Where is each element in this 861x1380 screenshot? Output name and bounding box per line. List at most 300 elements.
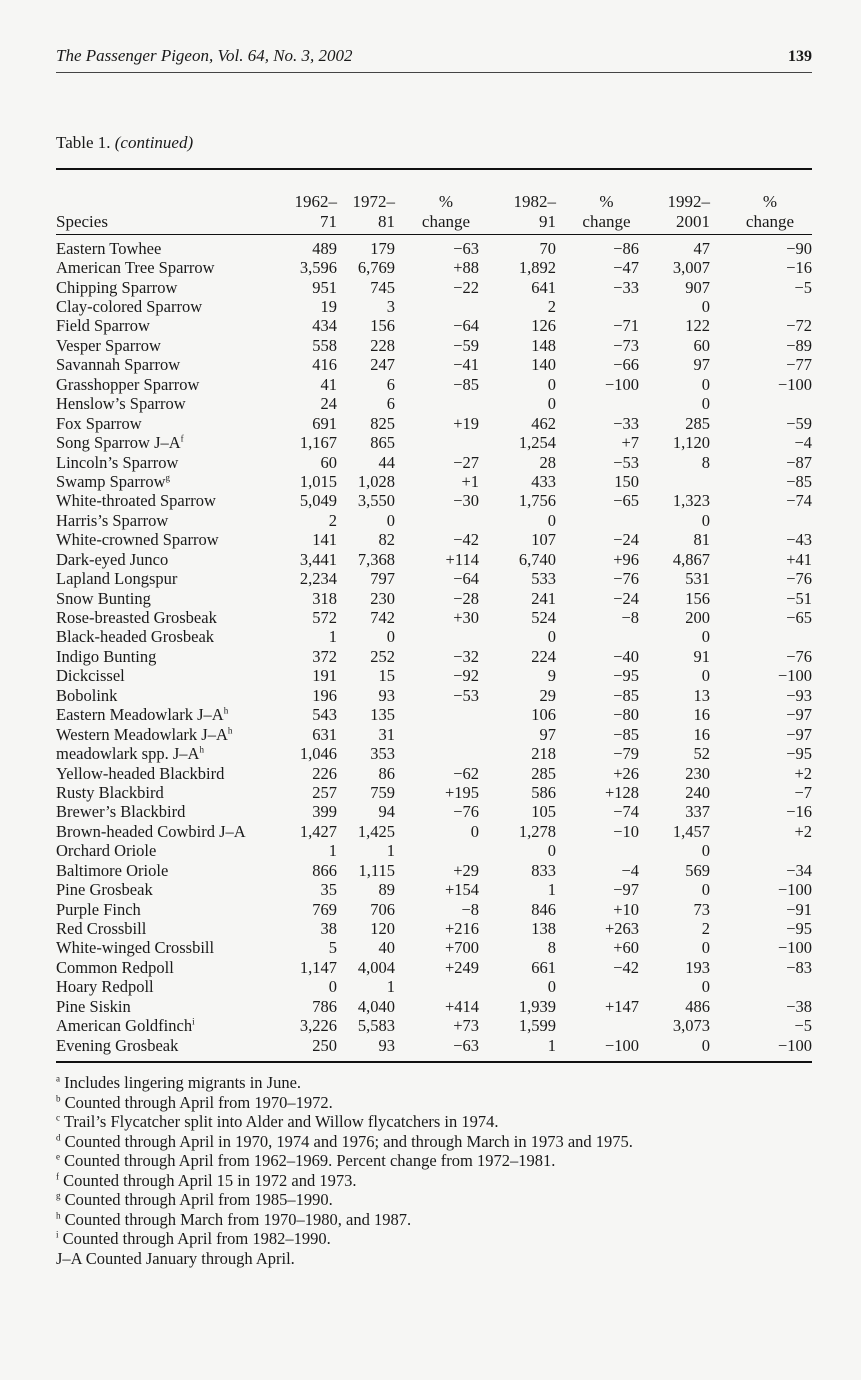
value-cell: 691 [312,413,337,433]
column-header [639,192,710,234]
species-cell [56,472,284,492]
value-cell: −8 [461,899,479,919]
value-cell: 0 [547,374,556,394]
value-cell: −97 [786,705,812,725]
table-row [56,725,812,744]
value-cell: 41 [320,374,337,394]
value-cell: +154 [444,880,479,900]
value-cell: −63 [453,238,479,258]
footnote [56,1073,812,1093]
table-row [56,764,812,783]
value-cell: 641 [531,277,556,297]
value-cell: +147 [604,996,639,1016]
value-cell: −8 [621,608,639,628]
value-cell: 224 [531,646,556,666]
value-cell: 91 [693,646,710,666]
species-name: Bobolink [56,685,118,705]
value-cell: 0 [328,977,337,997]
table-row [56,492,812,511]
value-cell: −10 [613,821,639,841]
species-cell [56,647,284,667]
footnote-marker: i [192,1016,195,1027]
column-header-line: 1962– [294,192,337,211]
value-cell: −76 [786,646,812,666]
species-cell [56,258,284,278]
species-cell [56,569,284,589]
footnote-mark: b [56,1093,61,1104]
value-cell: 241 [531,588,556,608]
value-cell: −85 [786,471,812,491]
value-cell: 416 [312,355,337,375]
table-row [56,433,812,452]
column-header [710,192,812,234]
value-cell: −4 [621,860,639,880]
value-cell: +10 [613,899,639,919]
species-name: Brewer’s Blackbird [56,802,186,822]
value-cell: 1 [547,1035,556,1055]
value-cell: −32 [453,646,479,666]
value-cell: 572 [312,608,337,628]
value-cell: 150 [614,471,639,491]
value-cell: 35 [320,880,337,900]
value-cell: 285 [531,763,556,783]
value-cell: −16 [786,802,812,822]
table-row [56,356,812,375]
value-cell: −42 [613,957,639,977]
value-cell: 1 [328,841,337,861]
value-cell: −51 [786,588,812,608]
value-cell: 0 [547,394,556,414]
species-cell [56,1036,284,1056]
species-cell [56,705,284,725]
species-name: Grasshopper Sparrow [56,374,200,394]
value-cell: −97 [613,880,639,900]
value-cell: +128 [604,782,639,802]
species-cell [56,627,284,647]
running-head [56,46,812,66]
species-cell [56,414,284,434]
species-name: Orchard Oriole [56,841,157,861]
value-cell: 337 [685,802,710,822]
value-cell: 6 [386,374,395,394]
value-cell: −66 [613,355,639,375]
value-cell: 4,867 [672,549,710,569]
table-row [56,1036,812,1055]
value-cell: 2 [328,510,337,530]
value-cell: −73 [613,335,639,355]
value-cell: 1,115 [358,860,395,880]
species-name: Chipping Sparrow [56,277,178,297]
value-cell: 52 [693,744,710,764]
value-cell: 0 [701,394,710,414]
footnote [56,1132,812,1152]
value-cell: 759 [370,782,395,802]
value-cell: +60 [613,938,639,958]
footnote-mark: a [56,1073,60,1084]
table-row [56,258,812,277]
table-row [56,608,812,627]
value-cell: 40 [378,938,395,958]
value-cell: −33 [613,277,639,297]
value-cell: 865 [370,433,395,453]
species-name: Henslow’s Sparrow [56,394,186,414]
value-cell: 252 [370,646,395,666]
table-row [56,783,812,802]
value-cell: −95 [786,744,812,764]
value-cell: 1,892 [518,258,556,278]
footnote-text: Counted through April from 1962–1969. Percent change from 1972–1981. [64,1151,556,1171]
value-cell: −80 [613,705,639,725]
footnote-mark: e [56,1151,60,1162]
species-name: meadowlark spp. J–A [56,744,200,764]
value-cell: 558 [312,335,337,355]
value-cell: −77 [786,355,812,375]
value-cell: 0 [701,977,710,997]
footnote-mark: f [56,1171,59,1182]
column-header-line: 2001 [676,212,710,231]
value-cell: 8 [701,452,710,472]
table-row [56,531,812,550]
value-cell: 3,441 [299,549,337,569]
value-cell: −85 [613,724,639,744]
column-header-line [56,192,284,212]
value-cell: −93 [786,685,812,705]
table-row [56,822,812,841]
value-cell: 6,769 [357,258,395,278]
value-cell: 0 [701,880,710,900]
species-name: Pine Grosbeak [56,880,153,900]
species-cell [56,278,284,298]
value-cell: 434 [312,316,337,336]
species-name: Song Sparrow J–A [56,433,181,453]
table-row [56,744,812,763]
footnote-text: Counted through April from 1985–1990. [64,1190,333,1210]
value-cell: −85 [453,374,479,394]
column-header [395,192,479,234]
value-cell: −59 [453,335,479,355]
value-cell: 70 [539,238,556,258]
value-cell: 0 [701,841,710,861]
footnote-text: Trail’s Flycatcher split into Alder and Willow flycatchers in 1974. [63,1112,499,1132]
value-cell: −38 [786,996,812,1016]
table-row [56,297,812,316]
value-cell: 73 [693,899,710,919]
table-row [56,861,812,880]
value-cell: 489 [312,238,337,258]
species-cell [56,744,284,764]
value-cell: −85 [613,685,639,705]
value-cell: 399 [312,802,337,822]
footnote-marker: h [223,705,229,716]
value-cell: 140 [531,355,556,375]
value-cell: 0 [701,374,710,394]
value-cell: 1,254 [518,433,556,453]
value-cell: 797 [370,569,395,589]
value-cell: 5,583 [357,1016,395,1036]
species-cell [56,802,284,822]
value-cell: −91 [786,899,812,919]
footnote-text: Counted through April from 1982–1990. [62,1229,331,1249]
value-cell: −87 [786,452,812,472]
table-row [56,803,812,822]
column-header-line: % [762,192,778,211]
value-cell: 82 [378,530,395,550]
footnote [56,1210,812,1230]
table-header [56,170,812,234]
footnote-marker: f [180,433,184,444]
species-cell [56,938,284,958]
value-cell: 196 [312,685,337,705]
value-cell: −76 [453,802,479,822]
species-cell [56,239,284,259]
value-cell: 122 [685,316,710,336]
value-cell: 81 [693,530,710,550]
table-row [56,414,812,433]
value-cell: 825 [370,413,395,433]
species-cell [56,841,284,861]
table-row [56,919,812,938]
value-cell: +114 [445,549,479,569]
species-cell [56,589,284,609]
species-cell [56,725,284,745]
value-cell: 661 [531,957,556,977]
value-cell: 5 [328,938,337,958]
value-cell: −47 [613,258,639,278]
value-cell: 247 [370,355,395,375]
species-name: Field Sparrow [56,316,150,336]
species-name: White-crowned Sparrow [56,530,219,550]
column-header-line: Species [56,212,108,231]
value-cell: 28 [539,452,556,472]
table-row [56,900,812,919]
value-cell: 44 [378,452,395,472]
value-cell: 97 [539,724,556,744]
value-cell: −30 [453,491,479,511]
value-cell: +2 [794,821,812,841]
value-cell: −34 [786,860,812,880]
column-header [284,192,337,234]
value-cell: 218 [531,744,556,764]
value-cell: +30 [453,608,479,628]
caption-label: Table 1. [56,133,111,152]
value-cell: −41 [453,355,479,375]
table-row [56,589,812,608]
species-name: Snow Bunting [56,588,151,608]
value-cell: 29 [539,685,556,705]
species-cell [56,666,284,686]
value-cell: −83 [786,957,812,977]
column-header-line: 81 [378,212,395,231]
species-name: Rose-breasted Grosbeak [56,608,217,628]
species-name: Rusty Blackbird [56,782,164,802]
footnote [56,1151,812,1171]
species-cell [56,900,284,920]
value-cell: 0 [701,627,710,647]
value-cell: 107 [531,530,556,550]
value-cell: +41 [786,549,812,569]
species-name: Purple Finch [56,899,141,919]
table-row [56,395,812,414]
footnote-text: Includes lingering migrants in June. [64,1073,302,1093]
value-cell: 230 [370,588,395,608]
value-cell: 1,046 [299,744,337,764]
value-cell: 230 [685,763,710,783]
value-cell: −100 [604,1035,639,1055]
table-row [56,958,812,977]
value-cell: +263 [604,919,639,939]
value-cell: 0 [701,510,710,530]
value-cell: 38 [320,919,337,939]
value-cell: 2 [701,919,710,939]
value-cell: 0 [701,666,710,686]
value-cell: 16 [693,705,710,725]
table-caption [56,133,193,153]
species-name: Vesper Sparrow [56,335,161,355]
value-cell: −22 [453,277,479,297]
table-row [56,939,812,958]
value-cell: −72 [786,316,812,336]
value-cell: −64 [453,316,479,336]
species-cell [56,686,284,706]
value-cell: 833 [531,860,556,880]
value-cell: 86 [378,763,395,783]
species-cell [56,822,284,842]
value-cell: +96 [613,549,639,569]
value-cell: −24 [613,588,639,608]
value-cell: −53 [453,685,479,705]
table-row [56,511,812,530]
value-cell: +2 [794,763,812,783]
footnote-mark: i [56,1229,59,1240]
page-number: 139 [788,48,812,65]
value-cell: −100 [777,374,812,394]
species-cell [56,764,284,784]
value-cell: −24 [613,530,639,550]
value-cell: 138 [531,919,556,939]
value-cell: 1,323 [672,491,710,511]
table-row [56,239,812,258]
value-cell: +700 [444,938,479,958]
value-cell: −4 [794,433,812,453]
value-cell: +414 [444,996,479,1016]
column-header-line: % [438,192,454,211]
value-cell: 586 [531,782,556,802]
value-cell: 2 [547,297,556,317]
value-cell: 1,278 [518,821,556,841]
table-row [56,453,812,472]
value-cell: 200 [685,608,710,628]
value-cell: −86 [613,238,639,258]
value-cell: 156 [370,316,395,336]
value-cell: −42 [453,530,479,550]
value-cell: 3 [386,297,395,317]
column-header-line: change [745,212,795,231]
value-cell: 0 [547,977,556,997]
species-cell [56,977,284,997]
table-row [56,375,812,394]
value-cell: 15 [378,666,395,686]
footnote [56,1249,812,1269]
value-cell: 0 [547,841,556,861]
footnote-text: Counted through April in 1970, 1974 and 1976; and through March in 1973 and 1975. [64,1131,633,1151]
value-cell: 31 [378,724,395,744]
species-cell [56,491,284,511]
value-cell: 1,427 [299,821,337,841]
value-cell: −71 [613,316,639,336]
table-row [56,997,812,1016]
value-cell: 3,550 [357,491,395,511]
value-cell: 1,756 [518,491,556,511]
species-cell [56,958,284,978]
header-rule [56,72,812,73]
species-cell [56,316,284,336]
value-cell: 97 [693,355,710,375]
value-cell: 846 [531,899,556,919]
species-name: Dark-eyed Junco [56,549,169,569]
value-cell: −28 [453,588,479,608]
species-cell [56,297,284,317]
value-cell: −95 [613,666,639,686]
species-cell [56,336,284,356]
species-name: Lapland Longspur [56,569,178,589]
value-cell: 0 [386,627,395,647]
species-cell [56,355,284,375]
value-cell: 179 [370,238,395,258]
value-cell: 156 [685,588,710,608]
footnote-text: Counted through April from 1970–1972. [64,1092,333,1112]
value-cell: −40 [613,646,639,666]
value-cell: +1 [461,471,479,491]
value-cell: −27 [453,452,479,472]
value-cell: 19 [320,297,337,317]
value-cell: 1,120 [672,433,710,453]
column-header-line: 91 [539,212,556,231]
footnote [56,1112,812,1132]
species-cell [56,394,284,414]
value-cell: −90 [786,238,812,258]
table-bottom-rule [56,1061,812,1063]
value-cell: −5 [794,277,812,297]
value-cell: 631 [312,724,337,744]
value-cell: −74 [786,491,812,511]
species-name: Hoary Redpoll [56,977,154,997]
column-header-line: change [421,212,471,231]
value-cell: +26 [613,763,639,783]
value-cell: 372 [312,646,337,666]
species-cell [56,375,284,395]
table-row [56,667,812,686]
value-cell: 3,073 [672,1016,710,1036]
species-name: Western Meadowlark J–A [56,724,228,744]
footnote-marker: h [199,744,204,755]
species-name: Common Redpoll [56,957,174,977]
column-header [556,192,639,234]
value-cell: −92 [453,666,479,686]
value-cell: 47 [693,238,710,258]
species-name: White-throated Sparrow [56,491,216,511]
footnote-mark: c [56,1112,60,1123]
value-cell: 1 [386,841,395,861]
value-cell: 1,939 [518,996,556,1016]
column-header-line: change [582,212,631,231]
footnote-marker: g [165,472,171,483]
value-cell: 1 [547,880,556,900]
value-cell: −7 [794,782,812,802]
value-cell: −100 [777,666,812,686]
value-cell: −100 [777,938,812,958]
species-cell [56,861,284,881]
column-header-line: 1992– [667,192,710,211]
